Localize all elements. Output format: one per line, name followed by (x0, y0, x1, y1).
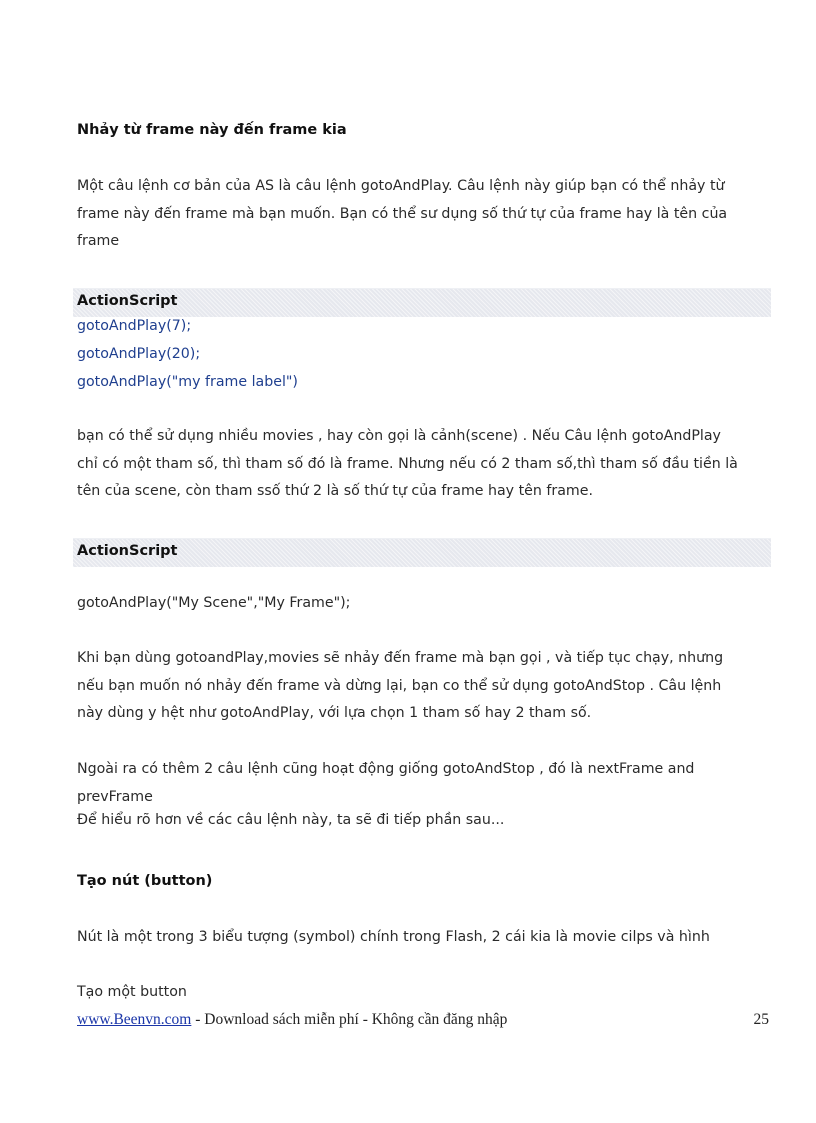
paragraph-line: Để hiểu rõ hơn về các câu lệnh này, ta sẽ đi tiếp phần sau... (77, 812, 505, 828)
paragraph-line: nếu bạn muốn nó nhảy đến frame và dừng lại, bạn co thể sử dụng gotoAndStop . Câu lệnh (77, 677, 722, 694)
paragraph-gotoandstop (77, 645, 777, 728)
page-footer (77, 1011, 769, 1029)
paragraph-nextframe-prevframe (77, 756, 777, 835)
footer-text: Download sách miễn phí - Không cần đăng nhập (204, 1011, 508, 1028)
code-line: gotoAndPlay(7); (77, 318, 192, 334)
paragraph-line: bạn có thể sử dụng nhiều movies , hay còn gọi là cảnh(scene) . Nếu Câu lệnh gotoAndPlay (77, 428, 721, 444)
paragraph-scenes (77, 423, 777, 506)
code-line-scene-frame: gotoAndPlay("My Scene","My Frame"); (77, 595, 351, 611)
paragraph-line: Ngoài ra có thêm 2 câu lệnh cũng hoạt động giống gotoAndStop , đó là nextFrame and (77, 761, 695, 777)
code-block-label: ActionScript (77, 293, 178, 309)
section-heading-create-button: Tạo nút (button) (77, 873, 213, 889)
paragraph-line: Một câu lệnh cơ bản của AS là câu lệnh gotoAndPlay. Câu lệnh này giúp bạn có thể nhảy từ (77, 178, 725, 194)
paragraph-line: Khi bạn dùng gotoandPlay,movies sẽ nhảy đến frame mà bạn gọi , và tiếp tục chạy, nhưng (77, 650, 724, 666)
paragraph-line: chỉ có một tham số, thì tham số đó là frame. Nhưng nếu có 2 tham số,thì tham số đầu tiền là (77, 455, 738, 472)
section-heading-jump-frames: Nhảy từ frame này đến frame kia (77, 122, 347, 138)
paragraph-button-symbol: Nút là một trong 3 biểu tượng (symbol) chính trong Flash, 2 cái kia là movie cilps và hình (77, 929, 710, 945)
paragraph-line: tên của scene, còn tham ssố thứ 2 là số thứ tự của frame hay tên frame. (77, 483, 593, 499)
code-block-header (73, 538, 771, 567)
paragraph-gotoandplay-intro (77, 173, 777, 256)
code-line: gotoAndPlay(20); (77, 346, 201, 362)
code-line: gotoAndPlay("my frame label") (77, 374, 298, 390)
paragraph-line: prevFrame (77, 788, 153, 805)
footer-separator: - (191, 1011, 205, 1028)
code-block-gotoandplay (77, 312, 777, 396)
code-block-label: ActionScript (77, 543, 178, 559)
footer-site-link[interactable]: www.Beenvn.com (77, 1011, 192, 1028)
paragraph-line: frame này đến frame mà bạn muốn. Bạn có thể sư dụng số thứ tự của frame hay là tên của (77, 205, 728, 222)
page-number: 25 (753, 1011, 769, 1028)
paragraph-line: frame (77, 233, 120, 249)
paragraph-create-a-button: Tạo một button (77, 984, 187, 1000)
paragraph-line: này dùng y hệt như gotoAndPlay, với lựa chọn 1 tham số hay 2 tham số. (77, 705, 592, 721)
